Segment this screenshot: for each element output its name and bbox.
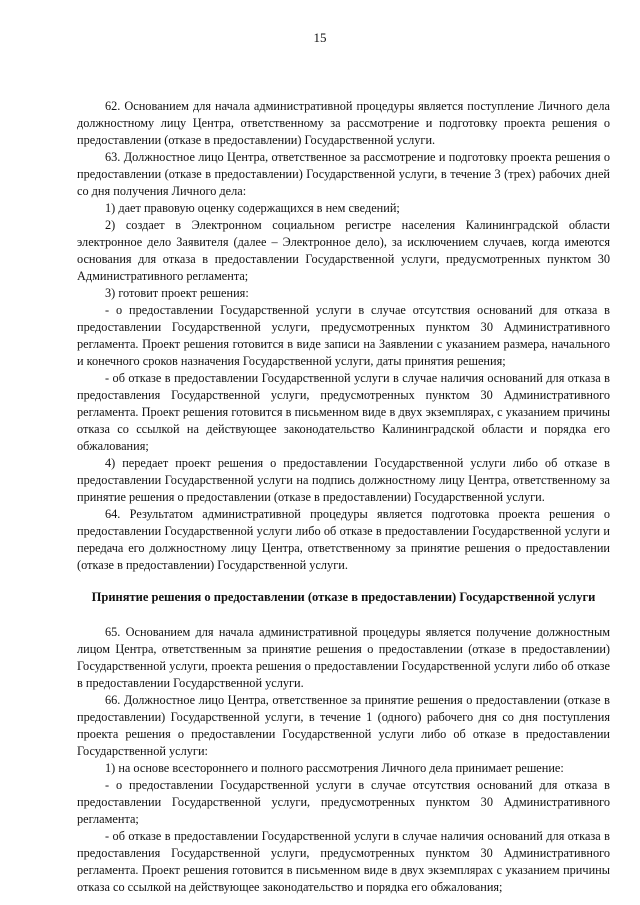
paragraph-63: 63. Должностное лицо Центра, ответственное за рассмотрение и подготовку проекта решения о предоставлении (отказе в предоставлении) Государственной услуги, в течение 3 (трех) рабочих дней со дня получения Личного дела: bbox=[77, 150, 610, 198]
paragraph-66-item-1-refusal: - об отказе в предоставлении Государственной услуги в случае наличия оснований для отказа в предоставления Государственной услуги, предусмотренных пунктом 30 Административного регламента. Проект решения готовится в письменном виде в двух экземплярах с указанием причины отказа со ссылкой на действующее законодательство и порядка его обжалования; bbox=[77, 829, 610, 894]
paragraph-66-item-1: 1) на основе всестороннего и полного рассмотрения Личного дела принимает решение: bbox=[105, 761, 564, 775]
paragraph-63-item-3-grant: - о предоставлении Государственной услуги в случае отсутствия оснований для отказа в предоставлении Государственной услуги, предусмотренных пунктом 30 Административного регламента. Проект решения готовится в виде записи на Заявлении с указанием размера, начального и конечного сроков назначения Государственной услуги, даты принятия решения; bbox=[77, 303, 610, 368]
paragraph-65: 65. Основанием для начала административной процедуры является получение должностным лицом Центра, ответственным за принятие решения о предоставлении (отказе в предоставлении) Государственной услуги, проекта решения о предоставлении Государственной услуги либо об отказе в предоставлении Государственной услуги. bbox=[77, 625, 610, 690]
spacer bbox=[77, 606, 610, 624]
paragraph-66: 66. Должностное лицо Центра, ответственное за принятие решения о предоставлении (отказе в предоставлении) Государственной услуги, в течение 1 (одного) рабочего дня со дня поступления проекта решения о предоставлении Государственной услуги либо об отказе в предоставлении Государственной услуги: bbox=[77, 693, 610, 758]
paragraph-66-item-1-grant: - о предоставлении Государственной услуги в случае отсутствия оснований для отказа в предоставлении Государственной услуги, предусмотренных пунктом 30 Административного регламента; bbox=[77, 778, 610, 826]
paragraph-63-item-3: 3) готовит проект решения: bbox=[105, 286, 249, 300]
paragraph-64: 64. Результатом административной процедуры является подготовка проекта решения о предоставлении Государственной услуги либо об отказе в предоставлении Государственной услуги и передача его должностному лицу Центра, ответственному за принятие решения о предоставлении (отказе в предоставлении) Государственной услуги. bbox=[77, 507, 610, 572]
paragraph-63-item-1: 1) дает правовую оценку содержащихся в нем сведений; bbox=[105, 201, 400, 215]
document-body bbox=[77, 98, 610, 896]
paragraph-62: 62. Основанием для начала административной процедуры является поступление Личного дела должностному лицу Центра, ответственному за рассмотрение и подготовку проекта решения о предоставлении (отказе в предоставлении) Государственной услуги. bbox=[77, 99, 610, 147]
spacer bbox=[77, 574, 610, 589]
paragraph-63-item-4: 4) передает проект решения о предоставлении Государственной услуги либо об отказе в предоставлении Государственной услуги на подпись должностному лицу Центра, ответственному за принятие решения о предоставлении (отказе в предоставлении) Государственной услуги. bbox=[77, 456, 610, 504]
paragraph-63-item-2: 2) создает в Электронном социальном регистре населения Калининградской области электронное дело Заявителя (далее – Электронное дело), за исключением случаев, когда имеются основания для отказа в предоставлении Государственной услуги, предусмотренных пунктом 30 Административного регламента; bbox=[77, 218, 610, 283]
page-number: 15 bbox=[313, 30, 327, 45]
paragraph-63-item-3-refusal: - об отказе в предоставлении Государственной услуги в случае наличия оснований для отказа в предоставления Государственной услуги, предусмотренных пунктом 30 Административного регламента. Проект решения готовится в письменном виде в двух экземплярах, с указанием причины отказа со ссылкой на действующее законодательство Калининградской области и порядка его обжалования; bbox=[77, 371, 610, 453]
section-heading: Принятие решения о предоставлении (отказе в предоставлении) Государственной услуги bbox=[91, 590, 596, 604]
